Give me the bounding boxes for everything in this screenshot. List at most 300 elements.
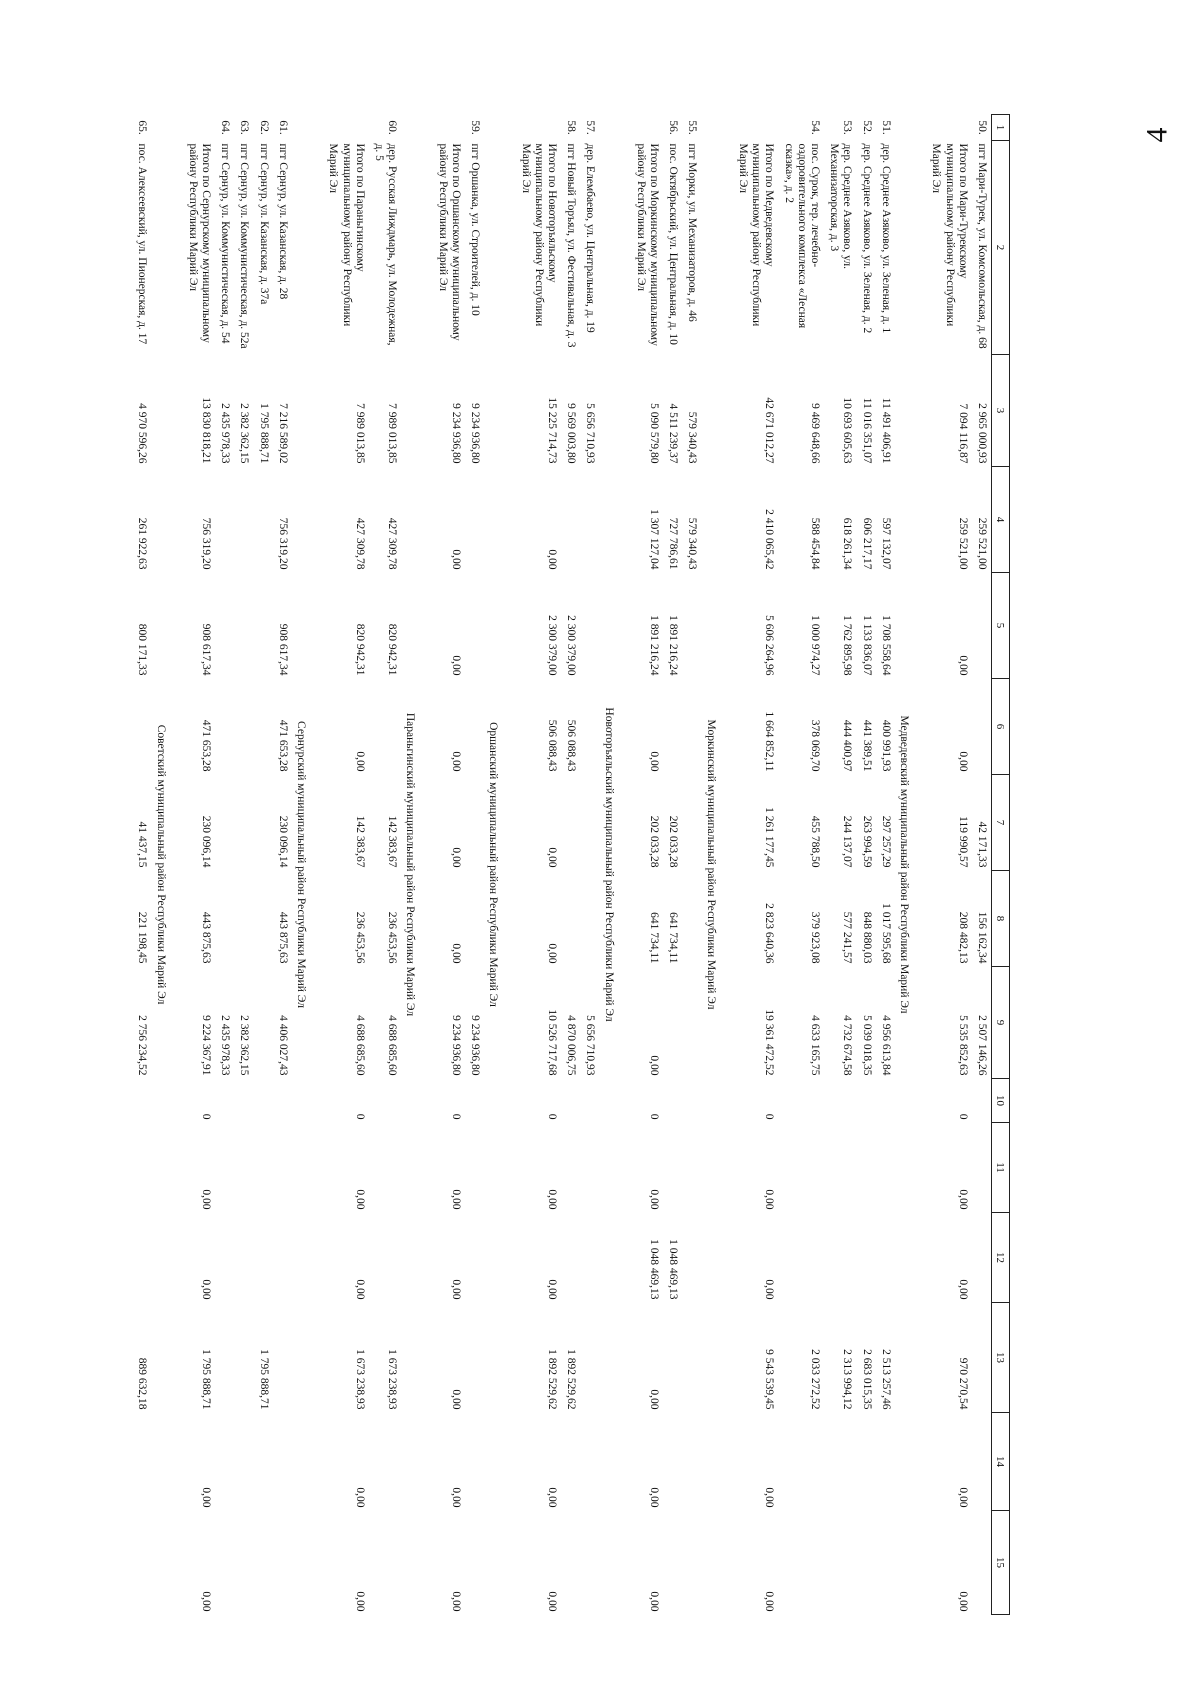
building-row [876,115,895,1615]
amount-cell [972,1413,992,1511]
amount-cell: 0,00 [763,1279,776,1300]
amount-cell [234,1213,253,1303]
amount-cell [561,1413,580,1511]
address-cell: Итого по Сернурскому муниципальному району Республики Марий Эл [186,143,213,343]
amount-cell: 1 762 895,98 [841,615,854,676]
amount-cell: 1 017 595,68 [879,903,892,964]
amount-cell: 1 133 836,07 [860,615,873,676]
amount-cell [972,1303,992,1413]
table-body [132,115,991,1615]
amount-cell [215,775,234,871]
column-number-row [992,115,1010,1615]
amount-cell: 1 673 238,93 [386,1349,399,1410]
amount-cell: 0,00 [449,943,462,964]
amount-cell [580,1123,599,1213]
address-cell: дер. Среднее Азяково, ул. Механизаторская, д. 3 [828,143,854,270]
building-row [778,115,824,1615]
amount-cell: 5 656 710,93 [584,1015,597,1076]
amount-cell: 119 990,57 [956,816,969,868]
amount-cell: 2 410 065,42 [763,509,776,570]
column-number: 12 [992,1213,1010,1303]
address-cell: Итого по Оршанскому муниципальному району Республики Марий Эл [436,143,462,341]
district-header-row [702,115,724,1615]
amount-cell [580,467,599,573]
amount-cell [778,1413,824,1511]
amount-cell: 0,00 [648,751,661,772]
address-cell: дер. Среднее Азяково, ул. Зеленая, д. 1 [879,143,892,334]
amount-cell [369,1123,401,1213]
amount-cell [972,679,992,775]
row-number: 60. [386,120,399,135]
amount-cell: 618 261,34 [841,517,854,570]
address-cell: дер. Елембаево, ул. Центральная, д. 19 [584,143,597,333]
amount-cell [465,1123,484,1213]
column-number: 3 [992,355,1010,467]
amount-cell [253,1413,272,1511]
amount-cell [253,573,272,679]
amount-cell: 7 094 116,87 [956,403,969,464]
amount-cell [215,1511,234,1615]
amount-cell [824,1213,856,1303]
amount-cell [234,467,253,573]
column-number: 11 [992,1123,1010,1213]
amount-cell [465,775,484,871]
amount-cell: 7 216 589,02 [276,403,289,464]
column-number: 7 [992,775,1010,871]
district-header-row [151,115,173,1615]
amount-cell: 727 786,61 [667,517,680,570]
amount-cell [682,1511,701,1615]
amount-cell: 597 132,07 [879,517,892,570]
row-number: 52. [860,120,873,135]
amount-cell: 908 617,34 [200,623,213,676]
amount-cell [273,1123,292,1213]
amount-cell: 0,00 [545,943,558,964]
amount-cell [580,679,599,775]
amount-cell: 1 000 974,27 [809,615,822,676]
district-name: Оршанский муниципальный район Республики Марий Эл [487,722,500,1007]
amount-cell: 443 875,63 [200,911,213,964]
amount-cell: 606 217,17 [860,517,873,570]
amount-cell: 0,00 [353,1591,366,1612]
amount-cell [580,1413,599,1511]
amount-cell: 379 923,08 [809,911,822,964]
amount-cell [253,1123,272,1213]
amount-cell [253,775,272,871]
district-total-row [917,115,972,1615]
amount-cell: 0,00 [353,751,366,772]
amount-cell: 800 171,33 [136,623,149,676]
row-number [622,115,663,141]
amount-cell [465,1079,484,1123]
amount-cell [972,1213,992,1303]
column-number: 8 [992,871,1010,967]
address-cell: пгт Сернур, ул. Казанская, д. 37а [257,143,270,305]
amount-cell [824,1511,856,1615]
amount-cell: 2 300 379,00 [545,615,558,676]
amount-cell: 236 453,56 [353,911,366,964]
amount-cell [273,1079,292,1123]
amount-cell [682,1123,701,1213]
amount-cell: 0 [763,1113,776,1120]
building-row [273,115,292,1615]
building-row [465,115,484,1615]
amount-cell: 261 922,63 [136,517,149,570]
amount-cell [234,1303,253,1413]
address-cell: Итого по Медведевскому муниципальному району Республики Марий Эл [736,143,776,327]
amount-cell [234,1123,253,1213]
amount-cell: 0 [353,1113,366,1120]
repair-cost-table [132,114,1010,1615]
amount-cell: 1 892 529,62 [565,1349,578,1410]
amount-cell: 441 389,51 [860,719,873,772]
amount-cell: 427 309,78 [386,517,399,570]
column-number: 9 [992,967,1010,1079]
column-number: 1 [992,115,1010,141]
amount-cell [215,1123,234,1213]
amount-cell [132,1413,151,1511]
amount-cell: 0,00 [648,1591,661,1612]
amount-cell: 2 382 362,15 [238,1015,251,1076]
amount-cell: 848 880,03 [860,911,873,964]
amount-cell: 1 892 529,62 [545,1349,558,1410]
address-cell: пос. Сурок, тер. лечебно-оздоровительного комплекса «Лесная сказка», д. 2 [782,143,822,329]
amount-cell: 0,00 [353,1279,366,1300]
building-row [561,115,580,1615]
amount-cell: 13 830 818,21 [200,397,213,464]
district-name: Новоторъяльский муниципальный район Республики Марий Эл [602,707,615,1022]
amount-cell [663,1511,682,1615]
amount-cell: 9 234 936,80 [469,1015,482,1076]
district-name: Советский муниципальный район Республики Марий Эл [154,724,167,1005]
amount-cell: 2 435 978,33 [219,1015,232,1076]
amount-cell [234,679,253,775]
amount-cell: 5 090 579,80 [648,403,661,464]
address-cell: пгт Сернур, ул. Коммунистическая, д. 52а [238,143,251,349]
amount-cell [561,871,580,967]
address-cell: дер. Среднее Азяково, ул. Зеленая, д. 2 [860,143,873,334]
amount-cell: 970 270,54 [956,1357,969,1410]
amount-cell [824,1123,856,1213]
amount-cell [778,1123,824,1213]
amount-cell [215,467,234,573]
amount-cell: 1 891 216,24 [648,615,661,676]
building-row [234,115,253,1615]
building-row [663,115,682,1615]
amount-cell: 2 513 257,46 [879,1349,892,1410]
amount-cell [561,1511,580,1615]
amount-cell: 455 788,50 [809,815,822,868]
amount-cell: 0,00 [353,1487,366,1508]
amount-cell: 0,00 [545,1591,558,1612]
amount-cell [465,1303,484,1413]
amount-cell: 0,00 [545,1279,558,1300]
amount-cell: 0,00 [956,1487,969,1508]
amount-cell: 2 382 362,15 [238,403,251,464]
amount-cell [856,1511,875,1615]
amount-cell: 2 756 234,52 [136,1015,149,1076]
amount-cell [561,775,580,871]
amount-cell [234,1511,253,1615]
amount-cell: 263 994,59 [860,815,873,868]
amount-cell: 756 319,20 [200,517,213,570]
amount-cell: 9 234 936,80 [469,403,482,464]
amount-cell [465,1213,484,1303]
amount-cell: 15 225 714,73 [545,397,558,464]
amount-cell: 230 096,14 [276,815,289,868]
amount-cell [778,1213,824,1303]
amount-cell: 2 033 272,52 [809,1349,822,1410]
amount-cell [778,1079,824,1123]
amount-cell: 0,00 [648,1487,661,1508]
amount-cell [465,871,484,967]
amount-cell [561,1123,580,1213]
district-total-row [506,115,561,1615]
amount-cell: 142 383,67 [353,815,366,868]
amount-cell: 641 734,11 [648,912,661,964]
amount-cell: 1 795 888,71 [257,1349,270,1410]
amount-cell: 0,00 [763,1487,776,1508]
amount-cell [132,679,151,775]
amount-cell: 1 795 888,71 [200,1349,213,1410]
column-number: 6 [992,679,1010,775]
address-cell: пгт Сернур, ул. Коммунистическая, д. 54 [219,143,232,344]
amount-cell: 7 989 013,85 [353,403,366,464]
column-number: 2 [992,141,1010,355]
district-header-row [484,115,506,1615]
amount-cell: 41 437,15 [136,821,149,868]
row-number [174,115,215,141]
address-cell: пгт Сернур, ул. Казанская, д. 28 [276,143,289,300]
amount-cell [663,1123,682,1213]
amount-cell [253,1213,272,1303]
building-row [215,115,234,1615]
row-number: 54. [809,120,822,135]
amount-cell [561,467,580,573]
amount-cell: 0,00 [449,1189,462,1210]
amount-cell: 0,00 [449,1279,462,1300]
amount-cell [580,573,599,679]
amount-cell: 506 088,43 [565,719,578,772]
building-row [369,115,401,1615]
amount-cell: 7 989 013,85 [386,403,399,464]
amount-cell [682,967,701,1079]
amount-cell: 756 319,20 [276,517,289,570]
amount-cell: 471 653,28 [276,719,289,772]
column-number: 15 [992,1511,1010,1615]
amount-cell: 1 307 127,04 [648,509,661,570]
amount-cell [561,1213,580,1303]
amount-cell [876,1511,895,1615]
amount-cell: 0,00 [956,751,969,772]
page-number: 4 [1140,127,1174,143]
building-row [132,115,151,1615]
amount-cell [234,871,253,967]
amount-cell [234,573,253,679]
district-name: Сернурский муниципальный район Республики Марий Эл [295,721,308,1008]
amount-cell [253,1079,272,1123]
amount-cell: 142 383,67 [386,815,399,868]
amount-cell: 202 033,28 [648,815,661,868]
amount-cell [273,1413,292,1511]
district-total-row [622,115,663,1615]
amount-cell: 579 340,43 [686,411,699,464]
amount-cell: 0 [545,1113,558,1120]
amount-cell: 444 400,97 [841,719,854,772]
amount-cell: 0,00 [648,1189,661,1210]
amount-cell: 0 [449,1113,462,1120]
amount-cell [682,871,701,967]
amount-cell: 236 453,56 [386,911,399,964]
address-cell: Итого по Мари-Турекскому муниципальному району Республики Марий Эл [930,143,969,327]
amount-cell: 0,00 [200,1279,213,1300]
amount-cell [580,1213,599,1303]
amount-cell: 0,00 [200,1591,213,1612]
amount-cell [273,1511,292,1615]
amount-cell: 19 361 472,52 [763,1009,776,1076]
amount-cell: 1 795 888,71 [257,403,270,464]
amount-cell [465,467,484,573]
amount-cell: 42 671 012,27 [763,397,776,464]
amount-cell: 9 469 648,66 [809,403,822,464]
address-cell: пгт Морки, ул. Механизаторов, д. 46 [686,143,699,322]
amount-cell: 0,00 [648,1055,661,1076]
amount-cell: 0,00 [545,549,558,570]
amount-cell [682,1303,701,1413]
address-cell: Итого по Параньгинскому муниципальному району Республики Марий Эл [327,143,366,327]
amount-cell [580,1511,599,1615]
amount-cell: 2 507 146,26 [976,1015,988,1076]
amount-cell [369,679,401,775]
amount-cell: 0 [956,1113,969,1120]
amount-cell: 1 891 216,24 [667,615,680,676]
amount-cell: 0,00 [449,655,462,676]
amount-cell [682,573,701,679]
amount-cell [663,1413,682,1511]
amount-cell: 5 606 264,96 [763,615,776,676]
amount-cell: 0,00 [545,1487,558,1508]
amount-cell: 0,00 [449,847,462,868]
district-total-row [724,115,779,1615]
district-name: Моркинский муниципальный район Республики Марий Эл [704,719,717,1010]
amount-cell [465,1413,484,1511]
district-total-row [174,115,215,1615]
amount-cell [682,775,701,871]
amount-cell [132,1213,151,1303]
address-cell: пос. Алексеевский, ул. Пионерская, д. 17 [136,143,149,345]
amount-cell: 0,00 [763,1189,776,1210]
amount-cell [253,871,272,967]
row-number: 61. [276,120,289,135]
amount-cell: 4 633 165,75 [809,1015,822,1076]
amount-cell [215,871,234,967]
amount-cell: 11 016 351,07 [860,397,873,464]
district-name: Параньгинский муниципальный район Республики Марий Эл [404,712,417,1017]
amount-cell [663,967,682,1079]
amount-cell [856,1123,875,1213]
district-header-row [599,115,621,1615]
amount-cell: 1 048 469,13 [667,1239,680,1300]
amount-cell [876,1123,895,1213]
row-number: 58. [565,120,578,135]
amount-cell: 641 734,11 [667,912,680,964]
amount-cell: 4 406 027,43 [276,1015,289,1076]
amount-cell [682,1079,701,1123]
building-row [972,115,992,1615]
amount-cell [132,1079,151,1123]
amount-cell: 4 732 674,58 [841,1015,854,1076]
amount-cell [682,679,701,775]
amount-cell: 0 [200,1113,213,1120]
amount-cell [234,1079,253,1123]
address-cell: пгт Оршанка, ул. Строителей, д. 10 [469,143,482,316]
amount-cell [682,1213,701,1303]
amount-cell: 2 823 640,36 [763,903,776,964]
address-cell: пгт Новый Торъял, ул. Фестивальная, д. 3 [565,143,578,348]
amount-cell: 443 875,63 [276,911,289,964]
row-number [506,115,561,141]
amount-cell [234,1413,253,1511]
amount-cell [234,775,253,871]
building-row [824,115,856,1615]
amount-cell: 0,00 [648,1389,661,1410]
amount-cell: 889 632,18 [136,1357,149,1410]
amount-cell [215,1079,234,1123]
amount-cell: 4 511 239,37 [667,403,680,464]
amount-cell [778,1511,824,1615]
amount-cell: 10 693 605,63 [841,397,854,464]
amount-cell [465,573,484,679]
amount-cell: 221 198,45 [136,911,149,964]
amount-cell: 2 313 994,12 [841,1349,854,1410]
amount-cell: 820 942,31 [353,623,366,676]
amount-cell: 820 942,31 [386,623,399,676]
amount-cell: 9 234 936,80 [449,1015,462,1076]
amount-cell: 5 656 710,93 [584,403,597,464]
amount-cell: 1 673 238,93 [353,1349,366,1410]
column-number: 5 [992,573,1010,679]
amount-cell [580,1303,599,1413]
amount-cell [273,1303,292,1413]
building-row [856,115,875,1615]
amount-cell: 4 688 685,60 [353,1015,366,1076]
amount-cell: 2 435 978,33 [219,403,232,464]
amount-cell: 259 521,00 [976,517,988,570]
rotated-table-area [136,114,1010,1614]
amount-cell: 5 039 018,35 [860,1015,873,1076]
row-number: 65. [136,120,149,135]
address-cell: пос. Октябрьский, ул. Центральная, д. 10 [667,143,680,345]
amount-cell [215,1413,234,1511]
amount-cell: 908 617,34 [276,623,289,676]
amount-cell: 230 096,14 [200,815,213,868]
amount-cell: 0,00 [449,1389,462,1410]
amount-cell: 5 535 852,63 [956,1015,969,1076]
amount-cell [369,1079,401,1123]
district-header-row [292,115,314,1615]
amount-cell [876,1079,895,1123]
address-cell: Итого по Новоторъяльскому муниципальному району Республики Марий Эл [519,143,558,327]
district-total-row [314,115,369,1615]
row-number: 51. [879,120,892,135]
amount-cell [876,1213,895,1303]
amount-cell [132,1511,151,1615]
amount-cell [215,1303,234,1413]
amount-cell: 259 521,00 [956,517,969,570]
amount-cell [824,1079,856,1123]
row-number: 55. [686,120,699,135]
amount-cell: 0,00 [449,1591,462,1612]
